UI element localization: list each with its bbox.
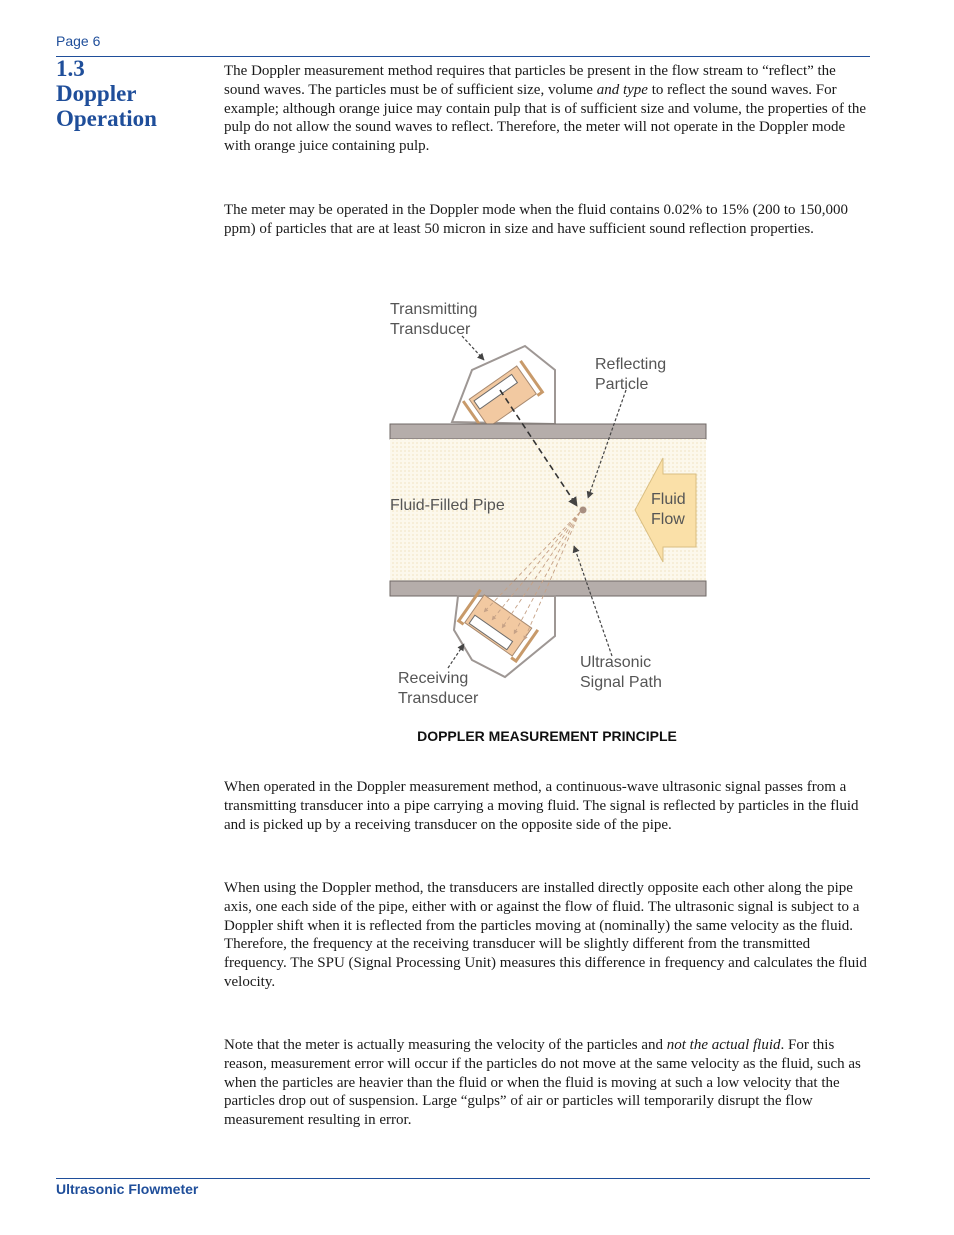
doppler-diagram bbox=[380, 290, 720, 710]
paragraph-text: . For this reason, measurement error will occur if the particles do not move at the same velocity as the fluid, such as when the particles are heavier than the fluid or when the fluid is moving at such a low velocity that the particles drop out of suspension. Large “gulps” of air or particles will temporarily disrupt the flow measurement resulting in error. bbox=[224, 1037, 861, 1129]
flow-label-line1: Fluid bbox=[651, 491, 686, 508]
paragraph-operating-range: The meter may be operated in the Doppler mode when the fluid contains 0.02% to 15% (200 to 150,000 ppm) of particles that are at least 50 micron in size and have sufficient sound reflection properties. bbox=[224, 202, 849, 237]
paragraph-text: to reflect the sound waves. For example; although orange juice may contain pulp that is of sufficient size and volume, the properties of the pulp do not allow the sound waves to reflect. Therefore, the meter will not operate in the Doppler mode with orange juice containing pulp. bbox=[224, 81, 867, 155]
reflecting-particle bbox=[580, 507, 587, 514]
section-number: 1.3 bbox=[56, 56, 85, 81]
paragraph-particle-velocity-note bbox=[224, 1036, 870, 1130]
paragraph-operation: When operated in the Doppler measurement method, a continuous-wave ultrasonic signal passes from a transmitting transducer into a pipe carrying a moving fluid. The signal is reflected by particles in the fluid and is picked up by a receiving transducer on the opposite side of the pipe. bbox=[224, 779, 859, 833]
section-heading bbox=[56, 56, 216, 131]
reflecting-label-line2: Particle bbox=[595, 376, 649, 393]
transmitting-label-line2: Transducer bbox=[390, 321, 471, 338]
emphasis-text: and type bbox=[596, 81, 648, 98]
transmitting-callout-arrow bbox=[462, 336, 484, 360]
section-title-line2: Operation bbox=[56, 106, 157, 131]
section-title-line1: Doppler bbox=[56, 81, 137, 106]
footer-title: Ultrasonic Flowmeter bbox=[56, 1181, 199, 1197]
paragraph-doppler-shift: When using the Doppler method, the transducers are installed directly opposite each other along the pipe axis, one each side of the pipe, either with or against the flow of fluid. The ultrasonic signal is subject to a Doppler shift when it is reflected from the particles moving at (nominally) the same velocity as the fluid. Therefore, the frequency at the receiving transducer will be slightly different from the transmitted frequency. The SPU (Signal Processing Unit) measures this difference in frequency and calculates the fluid velocity. bbox=[224, 880, 867, 990]
receiving-label-line1: Receiving bbox=[398, 670, 469, 687]
signal-label-line1: Ultrasonic bbox=[580, 654, 652, 671]
reflecting-label-line1: Reflecting bbox=[595, 356, 667, 373]
diagram-caption: DOPPLER MEASUREMENT PRINCIPLE bbox=[417, 728, 677, 744]
pipe-top-wall bbox=[390, 424, 706, 439]
pipe-label: Fluid-Filled Pipe bbox=[390, 497, 505, 514]
flow-label-line2: Flow bbox=[651, 511, 685, 528]
receiving-callout-arrow bbox=[448, 644, 464, 668]
page-number: Page 6 bbox=[56, 33, 101, 49]
paragraph-text: Note that the meter is actually measuring the velocity of the particles and bbox=[224, 1037, 667, 1053]
footer-rule bbox=[56, 1178, 870, 1179]
signal-label-line2: Signal Path bbox=[580, 674, 662, 691]
transmitting-label-line1: Transmitting bbox=[390, 301, 478, 318]
emphasis-text: not the actual fluid bbox=[666, 1037, 781, 1053]
receiving-label-line2: Transducer bbox=[398, 690, 479, 707]
paragraph-particles-requirement bbox=[224, 62, 870, 156]
paragraph-text: The Doppler measurement method requires that particles be present in the flow stream to “reflect” the sound waves. The particles must be of sufficient size, volume bbox=[224, 63, 836, 98]
pipe-bottom-wall bbox=[390, 581, 706, 596]
